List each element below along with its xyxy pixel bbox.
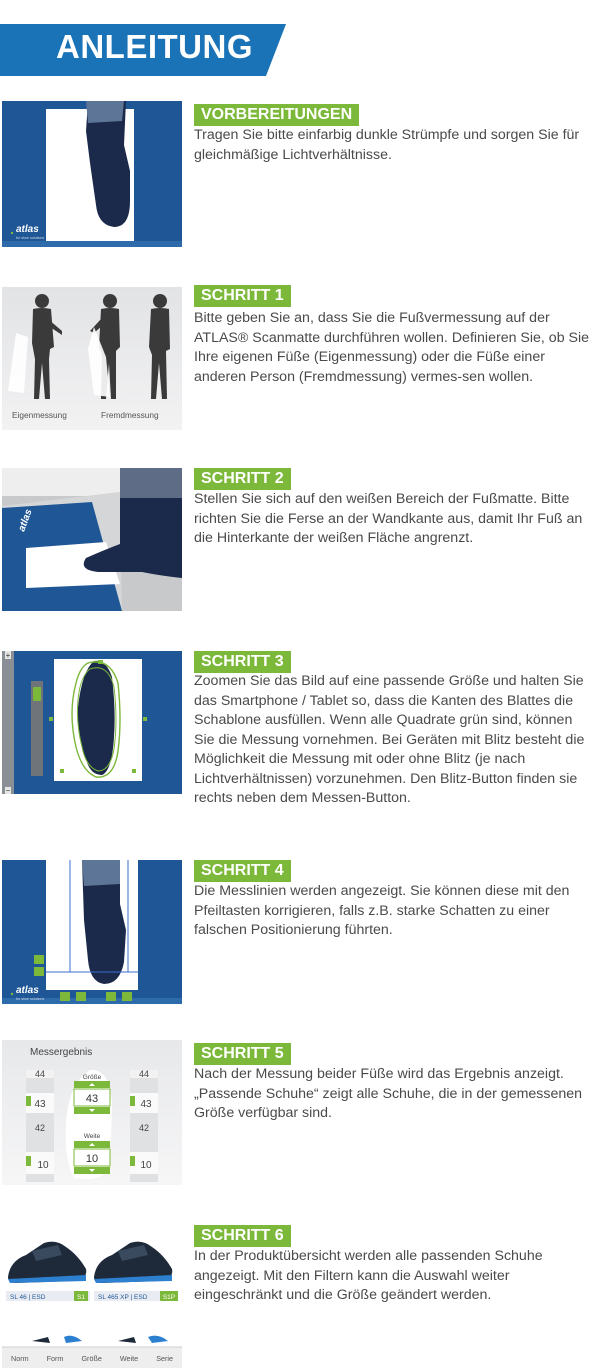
page-title: ANLEITUNG (56, 28, 253, 65)
svg-text:43: 43 (140, 1099, 152, 1110)
svg-text:for shoe solutions: for shoe solutions (16, 236, 45, 240)
svg-text:S1: S1 (77, 1294, 85, 1301)
step-label: SCHRITT 3 (194, 651, 291, 673)
svg-text:42: 42 (34, 1123, 46, 1133)
filter-bar (2, 1348, 182, 1368)
svg-text:Größe: Größe (82, 1074, 102, 1081)
self-measurement-caption: Eigenmessung (12, 410, 67, 420)
width-value: 10 (85, 1153, 99, 1165)
svg-text:44: 44 (138, 1069, 150, 1079)
step-label: SCHRITT 4 (194, 860, 291, 882)
svg-text:for shoe solutions: for shoe solutions (16, 997, 45, 1001)
step-description: In der Produktübersicht werden alle passenden Schuhe angezeigt. Mit den Filtern kann die Auswahl weiter eingeschränkt und die Größe geändert werden. (194, 1248, 543, 1303)
svg-text:43: 43 (34, 1099, 46, 1110)
stand-on-mat-image (2, 468, 182, 611)
step-description: Zoomen Sie das Bild auf eine passende Größe und halten Sie das Smartphone / Tablet so, dass die Kanten des Blattes die Schablone ausfüllen. Wenn alle Quadrate grün sind, können Sie die Messung vornehmen. Bei Geräten mit Blitz besteht die Möglichkeit die Messung mit oder ohne Blitz (je nach Lichtverhältnissen) vorzunehmen. Den Blitz-Button finden sie rechts neben dem Messen-Button. (194, 673, 585, 806)
filter-norm[interactable]: Norm (11, 1353, 29, 1363)
svg-text:Weite: Weite (83, 1133, 101, 1140)
step-description: Stellen Sie sich auf den weißen Bereich der Fußmatte. Bitte richten Sie die Ferse an der Wandkante aus, damit Ihr Fuß an die Hinterkante der weißen Fläche angrenzt. (194, 491, 583, 546)
other-measurement-caption: Fremdmessung (101, 410, 159, 420)
svg-text:10: 10 (140, 1160, 152, 1171)
svg-text:42: 42 (138, 1123, 150, 1133)
filter-series[interactable]: Serie (156, 1353, 173, 1363)
measurement-mode-image (2, 287, 182, 430)
result-image (2, 1040, 182, 1185)
filter-width[interactable]: Weite (119, 1353, 139, 1363)
step-description: Die Messlinien werden angezeigt. Sie können diese mit den Pfeiltasten korrigieren, falls z.B. starke Schatten zu einer falschen Positionierung führten. (194, 883, 570, 938)
step-label: SCHRITT 2 (194, 468, 291, 490)
size-value: 43 (85, 1093, 99, 1105)
step-label: SCHRITT 1 (194, 285, 291, 307)
atlas-logo: atlas (16, 224, 39, 235)
step-label: VORBEREITUNGEN (194, 104, 359, 126)
measurement-lines-image (2, 860, 182, 1004)
step-description: Bitte geben Sie an, dass Sie die Fußvermessung auf der ATLAS® Scanmatte durchführen wollen. Definieren Sie, ob Sie Ihre eigenen Füße (Eigenmessung) oder die Füße einer anderen Person (Fremdmessung) vermes-sen wollen. (194, 310, 590, 385)
result-title: Messergebnis (30, 1047, 93, 1058)
product-name: SL 465 XP | ESD (98, 1294, 148, 1301)
filter-form[interactable]: Form (46, 1353, 64, 1363)
preparation-image (2, 101, 182, 247)
product-overview-image (2, 1225, 182, 1368)
filter-size[interactable]: Größe (81, 1353, 102, 1363)
zoom-in-icon: + (5, 651, 11, 660)
step-description: Nach der Messung beider Füße wird das Ergebnis anzeigt. „Passende Schuhe“ zeigt alle Schuhe, die in der gemessenen Größe verfügbar sind. (194, 1066, 583, 1121)
step-description: Tragen Sie bitte einfarbig dunkle Strümpfe und sorgen Sie für gleichmäßige Lichtverhältnisse. (194, 127, 580, 163)
svg-text:S1P: S1P (162, 1294, 176, 1301)
svg-text:10: 10 (37, 1160, 49, 1171)
svg-text:atlas: atlas (16, 507, 35, 534)
zoom-template-image (2, 651, 182, 794)
step-label: SCHRITT 5 (194, 1043, 291, 1065)
svg-text:atlas: atlas (16, 985, 39, 996)
zoom-out-icon: − (5, 786, 11, 794)
product-name: SL 46 | ESD (10, 1294, 46, 1301)
step-label: SCHRITT 6 (194, 1225, 291, 1247)
svg-text:44: 44 (34, 1069, 46, 1079)
